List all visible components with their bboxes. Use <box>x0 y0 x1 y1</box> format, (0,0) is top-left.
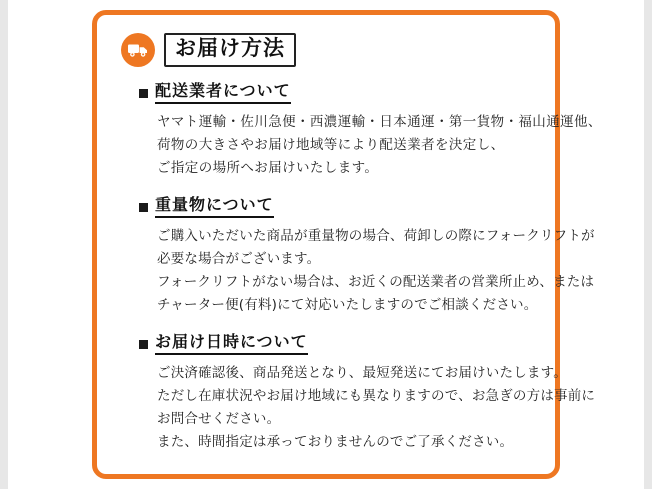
bullet-square-icon <box>139 89 148 98</box>
card-title-row <box>121 33 535 67</box>
body-line: フォークリフトがない場合は、お近くの配送業者の営業所止め、または <box>157 274 595 291</box>
section-heavy-items <box>117 194 595 318</box>
right-letterbox <box>644 0 652 489</box>
body-line: また、時間指定は承っておりませんのでご了承ください。 <box>157 434 514 451</box>
section-body <box>157 225 595 318</box>
left-letterbox <box>0 0 8 489</box>
body-line: ただし在庫状況やお届け地域にも異なりますので、お急ぎの方は事前に <box>157 387 596 404</box>
body-line: 荷物の大きさやお届け地域等により配送業者を決定し、 <box>157 137 505 154</box>
page-title: お届け方法 <box>175 36 285 61</box>
delivery-truck-icon <box>121 33 155 67</box>
bullet-square-icon <box>139 340 148 349</box>
body-line: お問合せください。 <box>157 410 281 427</box>
body-line: 必要な場合がございます。 <box>157 250 321 267</box>
body-line: ご購入いただいた商品が重量物の場合、荷卸しの際にフォークリフトが <box>157 227 595 244</box>
body-line: チャーター便(有料)にて対応いたしますのでご相談ください。 <box>157 297 538 314</box>
section-body <box>157 111 602 181</box>
section-delivery-datetime <box>117 331 596 455</box>
body-line: ご決済確認後、商品発送となり、最短発送にてお届けいたします。 <box>157 364 567 381</box>
section-heading-label: 配送業者について <box>155 81 291 104</box>
section-heading-label: お届け日時について <box>155 332 308 355</box>
section-heading <box>139 81 535 104</box>
delivery-info-card <box>92 10 602 479</box>
section-heading-label: 重量物について <box>155 195 274 218</box>
body-line: ご指定の場所へお届けいたします。 <box>157 160 379 177</box>
section-heading <box>139 195 535 218</box>
section-shipping-carriers <box>117 81 602 181</box>
bullet-square-icon <box>139 203 148 212</box>
card-title-box <box>164 33 296 66</box>
section-body <box>157 362 596 455</box>
section-heading <box>139 332 535 355</box>
body-line: ヤマト運輸・佐川急便・西濃運輸・日本通運・第一貨物・福山通運他、 <box>157 114 602 130</box>
